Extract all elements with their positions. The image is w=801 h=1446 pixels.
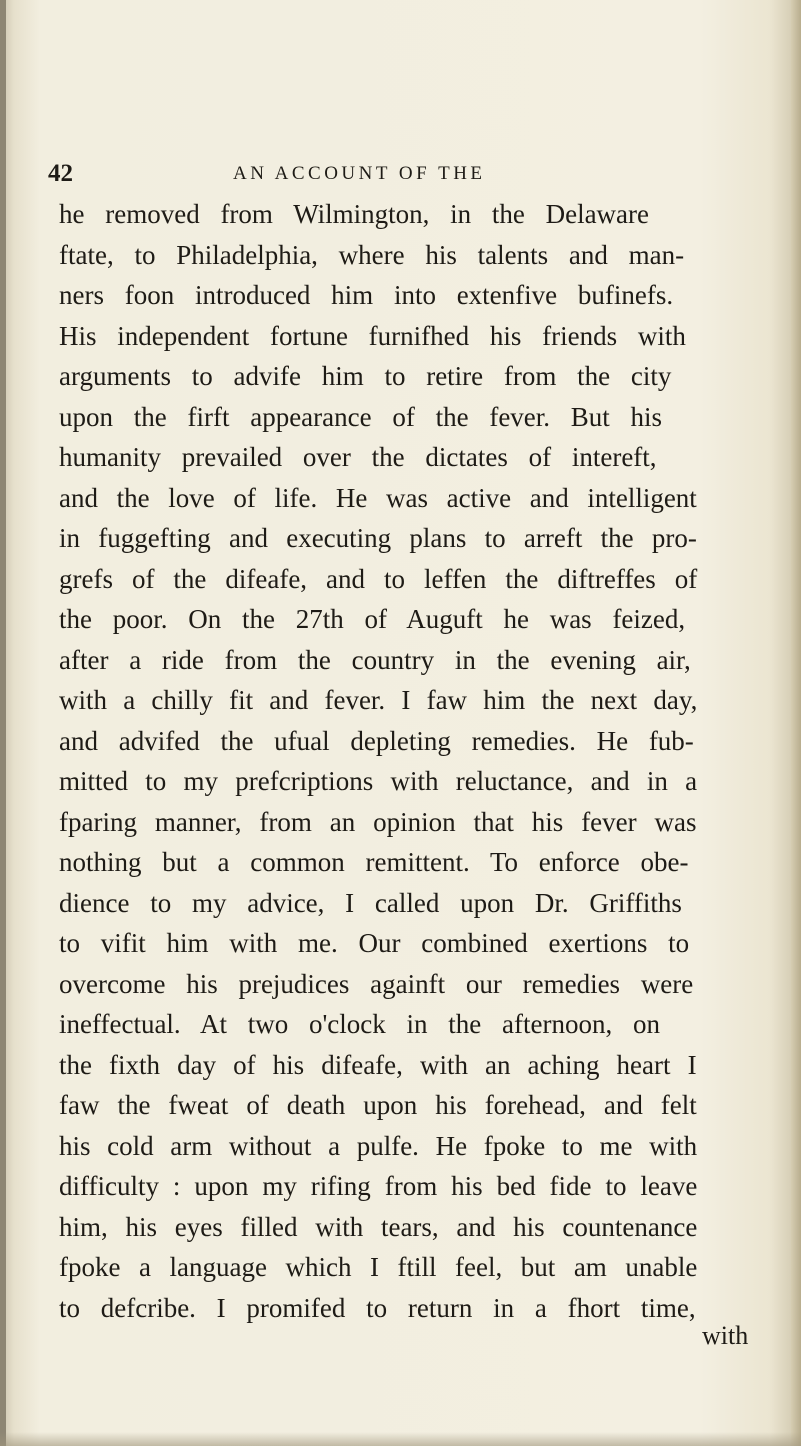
text-line: faw the fweat of death upon his forehead, and felt	[59, 1090, 697, 1120]
text-line: nothing but a common remittent. To enforce obe-	[59, 847, 689, 877]
text-line: fparing manner, from an opinion that his fever was	[59, 806, 697, 837]
text-line: dience to my advice, I called upon Dr. Griffiths	[59, 887, 682, 918]
text-line: ftate, to Philadelphia, where his talents and man-	[59, 239, 685, 270]
text-line: the fixth day of his difeafe, with an aching heart I	[59, 1049, 697, 1080]
text-line: overcome his prejudices againft our remedies were	[59, 968, 694, 999]
text-line: him, his eyes filled with tears, and his countenance	[59, 1211, 698, 1242]
text-line: and advifed the ufual depleting remedies. He fub-	[59, 725, 694, 756]
text-line: grefs of the difeafe, and to leffen the diftreffes of	[59, 563, 698, 594]
text-line: arguments to advife him to retire from the city	[59, 361, 672, 391]
text-line: and the love of life. He was active and intelligent	[59, 482, 697, 513]
text-line: difficulty : upon my rifing from his bed fide to leave	[59, 1171, 698, 1201]
text-line: ineffectual. At two o'clock in the afternoon, on	[59, 1009, 660, 1039]
catchword: with	[702, 1321, 749, 1350]
text-line: ners foon introduced him into extenfive bufinefs.	[59, 280, 674, 310]
text-line: upon the firft appearance of the fever. But his	[59, 401, 663, 432]
page-fore-edge	[791, 0, 801, 1446]
text-line: his cold arm without a pulfe. He fpoke to me with	[59, 1130, 698, 1161]
text-line: His independent fortune furnifhed his friends with	[59, 320, 686, 351]
text-line: humanity prevailed over the dictates of intereft,	[59, 442, 657, 472]
text-line: fpoke a language which I ftill feel, but am unable	[59, 1252, 698, 1282]
running-head: AN ACCOUNT OF THE	[233, 163, 486, 184]
text-line: with a chilly fit and fever. I faw him the next day,	[59, 685, 698, 715]
text-line: to vifit him with me. Our combined exertions to	[59, 928, 690, 958]
text-line: he removed from Wilmington, in the Delaware	[59, 199, 650, 229]
text-line: the poor. On the 27th of Auguft he was feized,	[59, 604, 686, 634]
page-header	[48, 160, 608, 190]
page-number: 42	[48, 160, 73, 187]
text-line: after a ride from the country in the evening air,	[59, 644, 691, 675]
text-line: to defcribe. I promifed to return in a fhort time,	[59, 1292, 696, 1323]
binding-edge	[0, 0, 6, 1446]
text-line: in fuggefting and executing plans to arreft the pro-	[59, 523, 697, 553]
page-bottom-shadow	[0, 1432, 801, 1446]
text-line: mitted to my prefcriptions with reluctance, and in a	[59, 766, 698, 796]
